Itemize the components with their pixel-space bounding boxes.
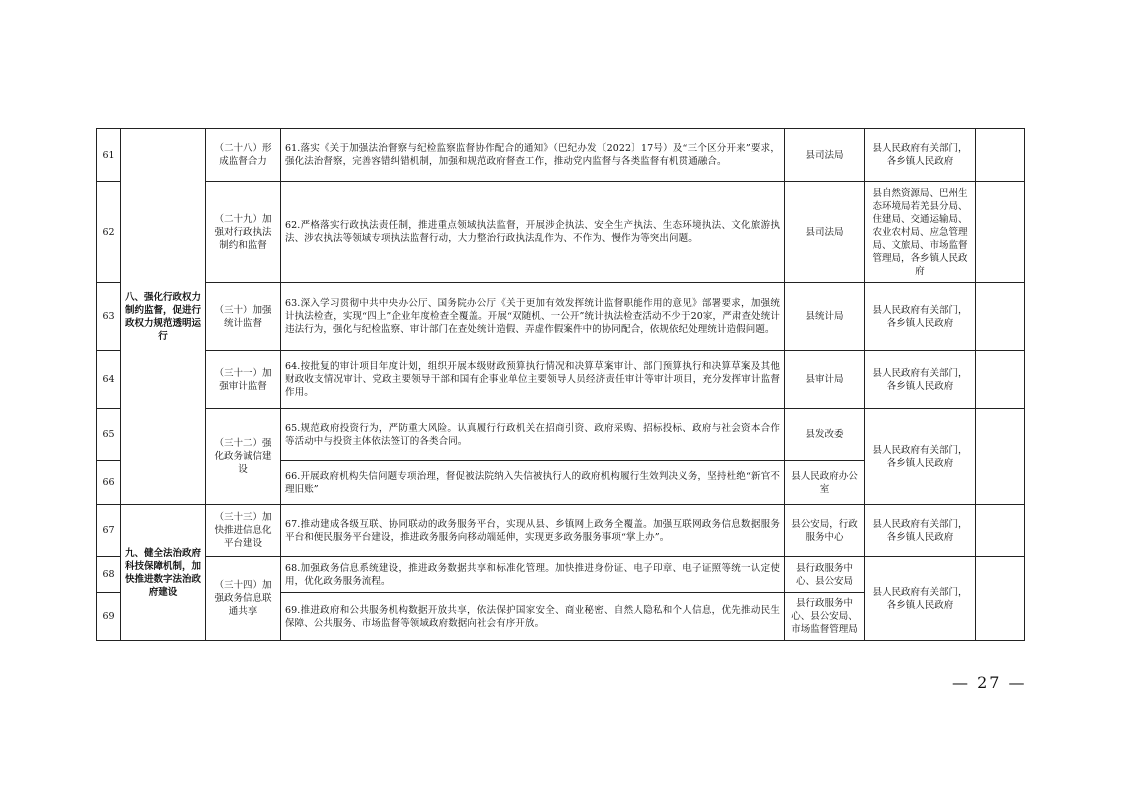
task-cell: 61.落实《关于加强法治督察与纪检监察监督协作配合的通知》（巴纪办发〔2022〕17号）及“三个区分开来”要求，强化法治督察，完善容错纠错机制，加强和规范政府督查工作，推动党内监督与各类监督有机贯通融合。 [281,129,785,182]
subcategory-cell: （三十四）加强政务信息联通共享 [206,557,281,641]
lead-unit-cell: 县司法局 [785,129,865,182]
cooperating-unit-cell: 县人民政府有关部门，各乡镇人民政府 [865,409,976,505]
lead-unit-cell: 县行政服务中心、县公安局、市场监督管理局 [785,593,865,641]
row-number: 65 [97,409,121,461]
row-number: 68 [97,557,121,593]
subcategory-cell: （三十三）加快推进信息化平台建设 [206,505,281,557]
task-cell: 65.规范政府投资行为，严防重大风险。认真履行行政机关在招商引资、政府采购、招标投标、政府与社会资本合作等活动中与投资主体依法签订的各类合同。 [281,409,785,461]
task-table [96,128,1025,641]
row-number: 66 [97,461,121,505]
table-row [97,505,1025,557]
row-number: 64 [97,351,121,409]
lead-unit-cell: 县行政服务中心、县公安局 [785,557,865,593]
cooperating-unit-cell: 县人民政府有关部门，各乡镇人民政府 [865,505,976,557]
blank-cell [976,505,1025,557]
task-cell: 67.推动建成各级互联、协同联动的政务服务平台，实现从县、乡镇网上政务全覆盖。加强互联网政务信息数据服务平台和便民服务平台建设，推进政务服务向移动端延伸，实现更多政务服务事项“掌上办”。 [281,505,785,557]
lead-unit-cell: 县公安局，行政服务中心 [785,505,865,557]
page-number: — 27 — [952,673,1027,692]
table-row [97,557,1025,593]
cooperating-unit-cell: 县人民政府有关部门，各乡镇人民政府 [865,351,976,409]
task-cell: 69.推进政府和公共服务机构数据开放共享，依法保护国家安全、商业秘密、自然人隐私和个人信息，优先推动民生保障、公共服务、市场监督等领域政府数据向社会有序开放。 [281,593,785,641]
blank-cell [976,182,1025,283]
category-cell: 九、健全法治政府科技保障机制，加快推进数字法治政府建设 [121,505,206,641]
subcategory-cell: （三十二）强化政务诚信建设 [206,409,281,505]
task-cell: 62.严格落实行政执法责任制，推进重点领域执法监督，开展涉企执法、安全生产执法、生态环境执法、文化旅游执法、涉农执法等领域专项执法监督行动，大力整治行政执法乱作为、不作为、慢作为等突出问题。 [281,182,785,283]
subcategory-cell: （二十九）加强对行政执法制约和监督 [206,182,281,283]
subcategory-cell: （二十八）形成监督合力 [206,129,281,182]
cooperating-unit-cell: 县人民政府有关部门，各乡镇人民政府 [865,283,976,351]
task-cell: 64.按批复的审计项目年度计划，组织开展本级财政预算执行情况和决算草案审计、部门预算执行和决算草案及其他财政收支情况审计、党政主要领导干部和国有企事业单位主要领导人员经济责任审计等审计项目，充分发挥审计监督作用。 [281,351,785,409]
table-row [97,351,1025,409]
cooperating-unit-cell: 县人民政府有关部门，各乡镇人民政府 [865,557,976,641]
lead-unit-cell: 县人民政府办公室 [785,461,865,505]
table-row [97,409,1025,461]
category-cell: 八、强化行政权力制约监督，促进行政权力规范透明运行 [121,129,206,505]
table-row [97,182,1025,283]
row-number: 61 [97,129,121,182]
blank-cell [976,283,1025,351]
lead-unit-cell: 县发改委 [785,409,865,461]
subcategory-cell: （三十一）加强审计监督 [206,351,281,409]
task-cell: 63.深入学习贯彻中共中央办公厅、国务院办公厅《关于更加有效发挥统计监督职能作用的意见》部署要求，加强统计执法检查，实现“四上”企业年度检查全覆盖。开展“双随机、一公开”统计执法检查活动不少于20家，严肃查处统计违法行为，强化与纪检监察、审计部门在查处统计造假、弄虚作假案件中的协同配合，依规依纪处理统计造假问题。 [281,283,785,351]
blank-cell [976,129,1025,182]
subcategory-cell: （三十）加强统计监督 [206,283,281,351]
cooperating-unit-cell: 县人民政府有关部门，各乡镇人民政府 [865,129,976,182]
row-number: 63 [97,283,121,351]
task-cell: 66.开展政府机构失信问题专项治理，督促被法院纳入失信被执行人的政府机构履行生效判决义务，坚持杜绝“新官不理旧账” [281,461,785,505]
table-row [97,129,1025,182]
cooperating-unit-cell: 县自然资源局、巴州生态环境局若羌县分局、住建局、交通运输局、农业农村局、应急管理局、文旅局、市场监督管理局，各乡镇人民政府 [865,182,976,283]
row-number: 62 [97,182,121,283]
table-row [97,283,1025,351]
blank-cell [976,351,1025,409]
task-cell: 68.加强政务信息系统建设，推进政务数据共享和标准化管理。加快推进身份证、电子印章、电子证照等统一认定使用，优化政务服务流程。 [281,557,785,593]
row-number: 67 [97,505,121,557]
row-number: 69 [97,593,121,641]
lead-unit-cell: 县审计局 [785,351,865,409]
lead-unit-cell: 县统计局 [785,283,865,351]
lead-unit-cell: 县司法局 [785,182,865,283]
blank-cell [976,557,1025,641]
blank-cell [976,409,1025,505]
